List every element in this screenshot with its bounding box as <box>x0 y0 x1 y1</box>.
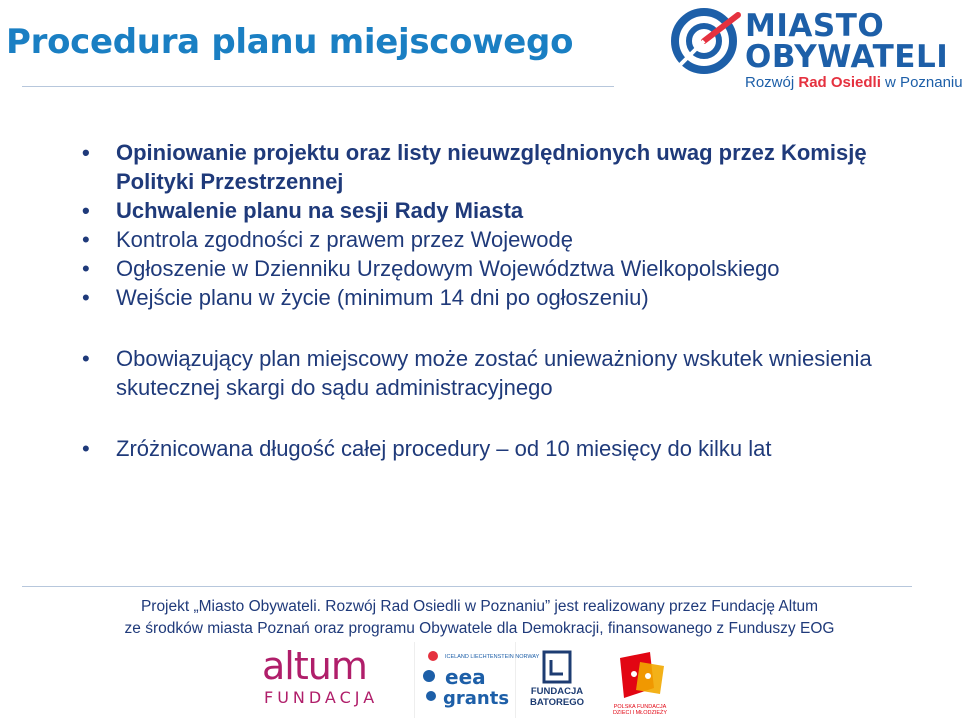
bullet-item: • Kontrola zgodności z prawem przez Wojewodę <box>82 225 942 254</box>
logo-mark-icon <box>668 5 744 81</box>
title-divider <box>22 86 614 87</box>
eea-countries: ICELAND LIECHTENSTEIN NORWAY <box>445 654 540 660</box>
footer-line-1: Projekt „Miasto Obywateli. Rozwój Rad Osiedli w Poznaniu” jest realizowany przez Fundację Altum <box>140 598 819 615</box>
bullet-item: • Opiniowanie projektu oraz listy nieuwzględnionych uwag przez Komisję Polityki Przestrzennej <box>82 138 942 196</box>
batory-line-1: FUNDACJA <box>530 686 584 697</box>
bullet-item: • Obowiązujący plan miejscowy może zostać unieważniony wskutek wniesienia skutecznej skargi do sądu administracyjnego <box>82 344 942 402</box>
altum-subtitle: FUNDACJA <box>264 688 379 707</box>
eea-grants-icon <box>415 642 540 718</box>
ppnf-logo <box>610 648 670 718</box>
logo-subtitle <box>745 74 963 91</box>
batory-mark-icon <box>527 650 587 686</box>
logo-line-2: OBYWATELI <box>745 39 949 75</box>
ppnf-mark-icon <box>610 648 670 704</box>
bullet-list <box>82 138 942 463</box>
eea-word: eea <box>445 665 486 689</box>
grants-word: grants <box>443 688 510 709</box>
bullet-item: • Ogłoszenie w Dzienniku Urzędowym Województwa Wielkopolskiego <box>82 254 942 283</box>
slide-title: Procedura planu miejscowego <box>6 22 574 62</box>
batory-line-2: BATOREGO <box>529 697 584 708</box>
footer-line-2: ze środków miasta Poznań oraz programu Obywatele dla Demokracji, finansowanego z Funduszy EOG <box>124 620 835 637</box>
altum-logo <box>262 644 379 710</box>
miasto-obywateli-logo <box>668 5 963 97</box>
ppnf-text: POLSKA FUNDACJA DZIECI I MŁODZIEŻY <box>612 704 668 716</box>
footer-divider <box>22 586 912 587</box>
bullet-item: • Zróżnicowana długość całej procedury – od 10 miesięcy do kilku lat <box>82 434 942 463</box>
logo-sub-suffix: w Poznaniu <box>880 74 963 91</box>
logo-line-1: MIASTO <box>745 8 885 44</box>
bullet-item: • Wejście planu w życie (minimum 14 dni po ogłoszeniu) <box>82 283 942 312</box>
batory-logo <box>527 650 587 714</box>
logo-sub-bold: Rad Osiedli <box>798 74 881 91</box>
batory-text <box>527 686 587 708</box>
logo-sub-prefix: Rozwój <box>745 74 799 91</box>
bullet-item: • Uchwalenie planu na sesji Rady Miasta <box>82 196 942 225</box>
altum-wordmark: altum <box>262 644 367 688</box>
eea-grants-logo <box>414 642 540 718</box>
